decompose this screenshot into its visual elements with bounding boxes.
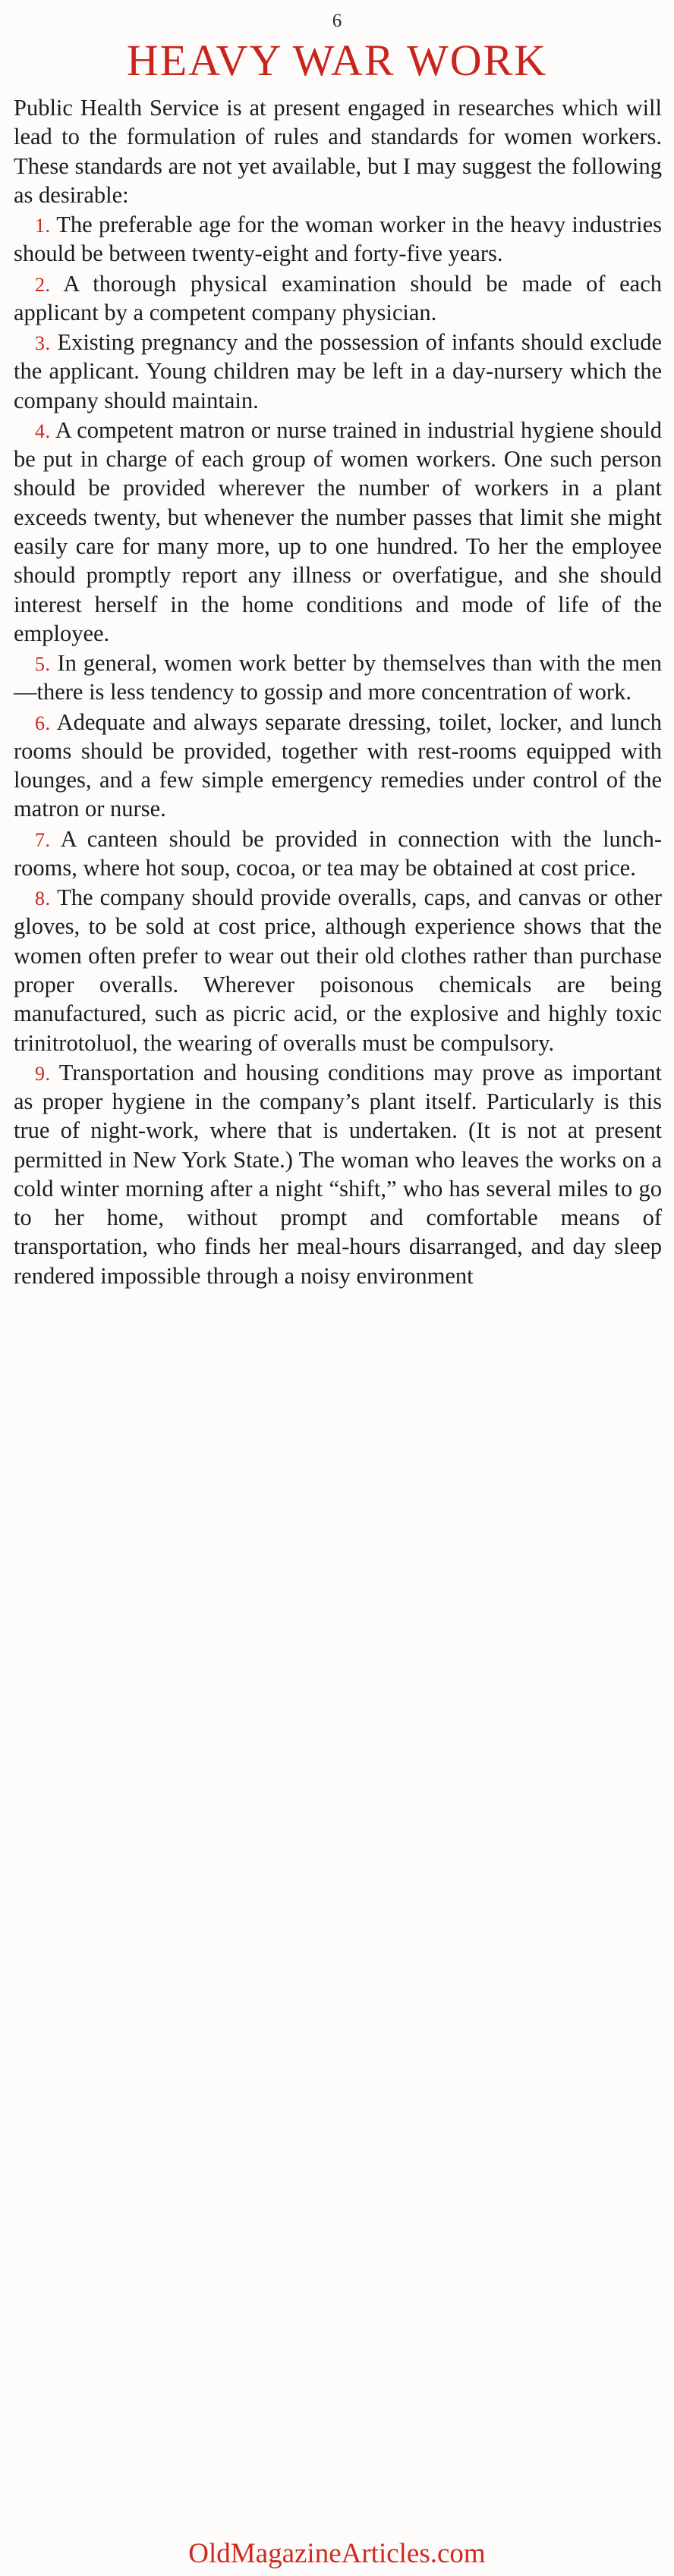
list-item xyxy=(14,269,662,328)
list-item xyxy=(14,649,662,707)
list-item xyxy=(14,1058,662,1290)
list-item-number: 6. xyxy=(35,712,51,734)
site-name[interactable]: OldMagazineArticles.com xyxy=(188,2538,486,2569)
list-item-number: 5. xyxy=(35,653,51,676)
list-item-number: 3. xyxy=(35,332,51,355)
list-item-number: 8. xyxy=(35,887,51,910)
list-item xyxy=(14,416,662,648)
list-item-text: Existing pregnancy and the possession of infants should exclude the applicant. Young children may be left in a day-nursery which the company should maintain. xyxy=(14,329,662,413)
list-item-text: The company should provide overalls, caps, and canvas or other gloves, to be sold at cost price, although experience shows that the women often prefer to wear out their old clothes rather than purchase proper overalls. Wherever poisonous chemicals are being manufactured, such as picric acid, or the explosive and highly toxic trinitrotoluol, the wearing of overalls must be compulsory. xyxy=(14,884,662,1056)
list-item-text: The preferable age for the woman worker in the heavy industries should be between twenty-eight and forty-five years. xyxy=(14,212,662,267)
list-item-text: A competent matron or nurse trained in industrial hygiene should be put in charge of each group of women workers. One such person should be provided wherever the number of workers in a plant exceeds twenty, but whenever the number passes that limit she might easily care for many more, up to one hundred. To her the employee should promptly report any illness or overfatigue, and she should interest herself in the home conditions and mode of life of the employee. xyxy=(14,416,662,646)
list-item-number: 2. xyxy=(35,273,51,296)
list-item-text: Transportation and housing conditions may prove as important as proper hygiene in the company’s plant itself. Particularly is this true of night-work, where that is undertaken. (It is not at present permitted in New York State.) The woman who leaves the works on a cold winter morning after a night “shift,” who has several miles to go to her home, without prompt and comfortable means of transportation, who finds her meal-hours disarranged, and day sleep rendered impossible through a noisy environment xyxy=(14,1059,662,1289)
list-item xyxy=(14,883,662,1057)
article-text-column xyxy=(0,93,674,1290)
list-item-number: 9. xyxy=(35,1062,51,1085)
list-item xyxy=(14,210,662,269)
list-item xyxy=(14,328,662,415)
list-item-number: 7. xyxy=(35,828,51,851)
list-item-number: 4. xyxy=(35,419,51,442)
site-footer xyxy=(0,2537,674,2570)
list-item-text: Adequate and always separate dressing, toilet, locker, and lunch rooms should be provided, together with rest-rooms equipped with lounges, and a few simple emergency remedies under control of the matron or nurse. xyxy=(14,708,662,822)
page-title: HEAVY WAR WORK xyxy=(126,36,548,85)
page-number: 6 xyxy=(332,11,342,31)
list-item xyxy=(14,708,662,824)
list-item-number: 1. xyxy=(35,215,51,237)
lead-paragraph: Public Health Service is at present engaged in researches which will lead to the formulation of rules and standards for women workers. These standards are not yet available, but I may suggest the following as desirable: xyxy=(14,95,662,208)
list-item xyxy=(14,825,662,883)
list-item-text: In general, women work better by themselves than with the men—there is less tendency to gossip and more concentration of work. xyxy=(14,650,662,705)
list-item-text: A canteen should be provided in connection with the lunch-rooms, where hot soup, cocoa, or tea may be obtained at cost price. xyxy=(14,825,662,881)
list-item-text: A thorough physical examination should be made of each applicant by a competent company physician. xyxy=(14,270,662,325)
